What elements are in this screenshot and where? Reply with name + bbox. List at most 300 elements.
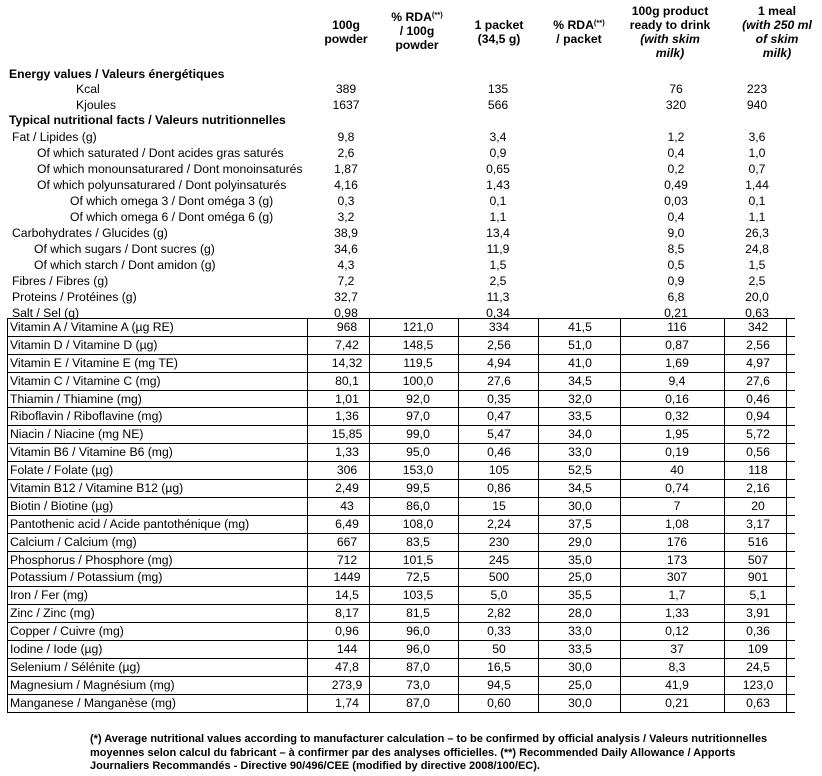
column-divider <box>538 480 539 497</box>
value-cell: 7,2 <box>337 274 355 288</box>
row-label: Vitamin B12 / Vitamine B12 (µg) <box>10 481 184 496</box>
column-divider <box>786 373 787 390</box>
column-divider <box>538 552 539 569</box>
column-divider <box>786 498 787 515</box>
value-cell: 307 <box>666 570 688 585</box>
column-divider <box>538 534 539 551</box>
value-cell: 94,5 <box>487 677 511 692</box>
column-divider <box>724 623 725 640</box>
header-100g-powder <box>316 18 376 46</box>
column-divider <box>724 391 725 408</box>
nutrition-row <box>0 145 799 161</box>
column-divider <box>307 569 308 586</box>
value-cell: 5,47 <box>487 427 511 442</box>
value-cell: 1,08 <box>665 516 689 531</box>
value-cell: 15 <box>492 498 506 513</box>
value-cell: 13,4 <box>486 226 510 240</box>
column-divider <box>369 552 370 569</box>
value-cell: 25,0 <box>568 570 592 585</box>
column-divider <box>538 426 539 443</box>
value-cell: 0,46 <box>487 445 511 460</box>
nutrition-row <box>0 209 799 225</box>
table-row <box>8 605 795 623</box>
row-label: Zinc / Zinc (mg) <box>10 606 95 621</box>
column-divider <box>538 569 539 586</box>
column-divider <box>786 552 787 569</box>
value-cell: 26,3 <box>745 226 769 240</box>
value-cell: 0,2 <box>667 162 685 176</box>
value-cell: 32,7 <box>334 290 358 304</box>
value-cell: 34,0 <box>568 427 592 442</box>
column-divider <box>458 516 459 533</box>
column-divider <box>724 355 725 372</box>
column-divider <box>307 462 308 479</box>
nutrition-row <box>0 129 799 145</box>
value-cell: 30,0 <box>568 498 592 513</box>
column-divider <box>620 444 621 461</box>
column-divider <box>458 444 459 461</box>
column-divider <box>538 623 539 640</box>
value-cell: 33,5 <box>568 409 592 424</box>
column-divider <box>307 319 308 336</box>
column-divider <box>307 605 308 622</box>
column-divider <box>724 641 725 658</box>
value-cell: 24,5 <box>746 659 770 674</box>
column-divider <box>458 355 459 372</box>
row-label: Of which polyunsaturared / Dont polyinsaturés <box>37 178 287 192</box>
value-cell: 96,0 <box>406 642 430 657</box>
vitamin-mineral-table <box>7 318 795 713</box>
value-cell: 14,32 <box>331 355 363 370</box>
value-cell: 0,35 <box>487 391 511 406</box>
value-cell: 2,49 <box>335 481 359 496</box>
row-label: Phosphorus / Phosphore (mg) <box>10 552 173 567</box>
value-cell: 1637 <box>332 98 360 112</box>
header-line: ready to drink <box>629 18 711 32</box>
value-cell: 0,86 <box>487 481 511 496</box>
value-cell: 81,5 <box>406 606 430 621</box>
row-label: Vitamin C / Vitamine C (mg) <box>10 373 161 388</box>
value-cell: 0,96 <box>335 624 359 639</box>
column-divider <box>538 391 539 408</box>
value-cell: 9,4 <box>668 373 686 388</box>
column-divider <box>786 319 787 336</box>
header-sup: (**) <box>431 10 443 19</box>
column-divider <box>307 659 308 676</box>
value-cell: 2,82 <box>487 606 511 621</box>
value-cell: 0,32 <box>665 409 689 424</box>
row-label: Of which omega 6 / Dont oméga 6 (g) <box>70 210 274 224</box>
column-divider <box>369 391 370 408</box>
table-row <box>8 659 795 677</box>
column-divider <box>620 408 621 425</box>
value-cell: 0,7 <box>748 162 766 176</box>
column-divider <box>786 677 787 694</box>
nutrition-row <box>0 289 799 305</box>
header-line: of skim <box>755 32 799 46</box>
column-divider <box>538 498 539 515</box>
row-label: Kcal <box>76 82 100 96</box>
column-divider <box>724 605 725 622</box>
column-divider <box>458 462 459 479</box>
header-line: / 100g <box>399 24 435 38</box>
value-cell: 73,0 <box>406 677 430 692</box>
column-divider <box>369 319 370 336</box>
value-cell: 87,0 <box>406 659 430 674</box>
value-cell: 41,5 <box>568 320 592 334</box>
value-cell: 1,5 <box>489 258 507 272</box>
header-line: 100g product <box>631 4 709 18</box>
value-cell: 27,6 <box>487 373 511 388</box>
column-divider <box>786 534 787 551</box>
column-divider <box>538 641 539 658</box>
column-divider <box>458 587 459 604</box>
value-cell: 47,8 <box>335 659 359 674</box>
row-label: Carbohydrates / Glucides (g) <box>12 226 168 240</box>
column-divider <box>307 623 308 640</box>
value-cell: 119,5 <box>403 355 433 370</box>
header-100g-ready <box>620 4 720 60</box>
value-cell: 20,0 <box>745 290 769 304</box>
value-cell: 109 <box>747 642 769 657</box>
value-cell: 0,5 <box>667 258 685 272</box>
column-divider <box>369 641 370 658</box>
column-divider <box>724 337 725 354</box>
header-line: 1 packet <box>474 18 524 32</box>
column-divider <box>307 444 308 461</box>
column-divider <box>724 677 725 694</box>
column-divider <box>458 534 459 551</box>
column-divider <box>307 408 308 425</box>
column-divider <box>724 695 725 712</box>
column-divider <box>369 444 370 461</box>
column-divider <box>369 337 370 354</box>
table-row <box>8 641 795 659</box>
value-cell: 8,3 <box>668 659 686 674</box>
row-label: Potassium / Potassium (mg) <box>10 570 163 585</box>
header-line: 100g <box>332 18 360 32</box>
value-cell: 83,5 <box>406 534 430 549</box>
table-row <box>8 695 795 713</box>
value-cell: 1,0 <box>748 146 766 160</box>
column-divider <box>307 516 308 533</box>
value-cell: 0,56 <box>746 445 770 460</box>
value-cell: 116 <box>667 320 687 334</box>
value-cell: 15,85 <box>331 427 363 442</box>
value-cell: 11,3 <box>486 290 510 304</box>
nutrition-row <box>0 193 799 209</box>
value-cell: 101,5 <box>402 552 434 567</box>
column-divider <box>307 587 308 604</box>
column-divider <box>458 552 459 569</box>
table-row <box>8 569 795 587</box>
value-cell: 0,16 <box>665 391 689 406</box>
row-label: Of which sugars / Dont sucres (g) <box>34 242 215 256</box>
column-divider <box>786 462 787 479</box>
value-cell: 80,1 <box>335 373 359 388</box>
column-divider <box>620 480 621 497</box>
value-cell: 25,0 <box>568 677 592 692</box>
column-divider <box>538 695 539 712</box>
row-label: Fibres / Fibres (g) <box>12 274 109 288</box>
energy-row <box>0 81 799 97</box>
column-divider <box>538 605 539 622</box>
column-divider <box>786 391 787 408</box>
row-label: Copper / Cuivre (mg) <box>10 624 124 639</box>
column-divider <box>458 498 459 515</box>
value-cell: 144 <box>336 642 358 657</box>
value-cell: 153,0 <box>402 463 434 478</box>
value-cell: 230 <box>488 534 510 549</box>
value-cell: 103,5 <box>402 588 434 603</box>
value-cell: 334 <box>488 320 510 334</box>
row-label: Vitamin E / Vitamine E (mg TE) <box>10 355 178 370</box>
value-cell: 306 <box>336 463 358 478</box>
column-divider <box>620 587 621 604</box>
value-cell: 0,49 <box>664 178 688 192</box>
nutrition-row <box>0 273 799 289</box>
row-label: Vitamin D / Vitamine D (µg) <box>10 337 158 352</box>
column-divider <box>307 641 308 658</box>
value-cell: 5,1 <box>749 588 767 603</box>
column-divider <box>620 426 621 443</box>
column-divider <box>538 677 539 694</box>
column-divider <box>369 569 370 586</box>
column-divider <box>620 659 621 676</box>
value-cell: 41,9 <box>665 677 689 692</box>
value-cell: 0,9 <box>489 146 507 160</box>
value-cell: 507 <box>747 552 769 567</box>
header-line: % RDA <box>391 10 432 24</box>
value-cell: 3,91 <box>746 606 770 621</box>
value-cell: 123,0 <box>742 677 774 692</box>
column-divider <box>369 659 370 676</box>
value-cell: 76 <box>669 82 683 96</box>
value-cell: 4,97 <box>746 355 770 370</box>
column-divider <box>369 355 370 372</box>
column-divider <box>458 623 459 640</box>
row-label: Proteins / Protéines (g) <box>12 290 137 304</box>
nutrition-row <box>0 225 799 241</box>
column-divider <box>786 587 787 604</box>
column-divider <box>724 516 725 533</box>
value-cell: 16,5 <box>487 659 511 674</box>
row-label: Selenium / Sélénite (µg) <box>10 659 141 674</box>
nutrition-section-title: Typical nutritional facts / Valeurs nutritionnelles <box>9 113 286 127</box>
value-cell: 2,5 <box>748 274 766 288</box>
value-cell: 8,17 <box>335 606 359 621</box>
row-label: Iron / Fer (mg) <box>10 588 88 603</box>
column-divider <box>307 355 308 372</box>
value-cell: 1449 <box>333 570 361 585</box>
column-divider <box>369 677 370 694</box>
column-divider <box>620 355 621 372</box>
row-label: Calcium / Calcium (mg) <box>10 534 137 549</box>
header-1-meal-inner <box>732 4 822 60</box>
value-cell: 0,19 <box>665 445 689 460</box>
column-divider <box>458 695 459 712</box>
value-cell: 1,36 <box>335 409 359 424</box>
value-cell: 100,0 <box>402 373 434 388</box>
column-divider <box>369 534 370 551</box>
column-divider <box>786 408 787 425</box>
column-divider <box>458 391 459 408</box>
value-cell: 2,5 <box>489 274 507 288</box>
table-row <box>8 677 795 695</box>
value-cell: 1,33 <box>665 606 689 621</box>
value-cell: 320 <box>665 98 687 112</box>
value-cell: 0,4 <box>667 146 685 160</box>
value-cell: 0,60 <box>487 695 511 710</box>
column-divider <box>786 516 787 533</box>
header-rda-100g <box>378 10 456 52</box>
value-cell: 24,8 <box>745 242 769 256</box>
value-cell: 342 <box>747 320 769 334</box>
column-divider <box>458 569 459 586</box>
value-cell: 901 <box>747 570 769 585</box>
column-divider <box>786 605 787 622</box>
row-label: Pantothenic acid / Acide pantothénique (mg) <box>10 516 250 531</box>
column-divider <box>307 695 308 712</box>
column-divider <box>786 659 787 676</box>
column-divider <box>786 695 787 712</box>
value-cell: 27,6 <box>746 373 770 388</box>
value-cell: 1,95 <box>665 427 689 442</box>
value-cell: 176 <box>666 534 688 549</box>
column-divider <box>458 605 459 622</box>
nutrition-row <box>0 177 799 193</box>
column-divider <box>369 605 370 622</box>
column-divider <box>307 391 308 408</box>
column-divider <box>307 677 308 694</box>
column-divider <box>620 516 621 533</box>
value-cell: 2,56 <box>487 337 511 352</box>
value-cell: 37,5 <box>568 516 592 531</box>
value-cell: 4,3 <box>337 258 355 272</box>
column-divider <box>724 498 725 515</box>
column-divider <box>538 337 539 354</box>
column-divider <box>724 569 725 586</box>
value-cell: 41,0 <box>568 355 592 370</box>
value-cell: 0,63 <box>745 306 769 320</box>
value-cell: 4,16 <box>334 178 358 192</box>
header-line: (with skim <box>640 32 700 46</box>
value-cell: 4,94 <box>487 355 511 370</box>
value-cell: 34,5 <box>568 373 592 388</box>
column-divider <box>620 462 621 479</box>
value-cell: 9,0 <box>667 226 685 240</box>
row-label: Vitamin A / Vitamine A (µg RE) <box>10 320 174 334</box>
footnote <box>90 733 796 774</box>
value-cell: 35,5 <box>568 588 592 603</box>
value-cell: 3,6 <box>748 130 766 144</box>
value-cell: 108,0 <box>402 516 434 531</box>
table-row <box>8 498 795 516</box>
value-cell: 1,69 <box>665 355 689 370</box>
value-cell: 92,0 <box>406 391 430 406</box>
value-cell: 245 <box>488 552 510 567</box>
column-divider <box>458 373 459 390</box>
row-label: Of which monounsaturared / Dont monoinsaturés <box>37 162 303 176</box>
header-sup: (**) <box>593 18 605 27</box>
value-cell: 5,72 <box>746 427 770 442</box>
row-label: Niacin / Niacine (mg NE) <box>10 427 144 442</box>
table-row <box>8 373 795 391</box>
column-divider <box>786 355 787 372</box>
value-cell: 50 <box>492 642 506 657</box>
column-divider <box>307 498 308 515</box>
table-row <box>8 319 795 337</box>
column-divider <box>538 408 539 425</box>
value-cell: 1,33 <box>335 445 359 460</box>
column-divider <box>786 444 787 461</box>
value-cell: 1,43 <box>486 178 510 192</box>
table-row <box>8 623 795 641</box>
column-divider <box>620 391 621 408</box>
value-cell: 0,9 <box>667 274 685 288</box>
column-divider <box>786 337 787 354</box>
value-cell: 1,1 <box>748 210 766 224</box>
column-divider <box>538 659 539 676</box>
column-divider <box>620 695 621 712</box>
header-line: % RDA <box>553 18 594 32</box>
value-cell: 8,5 <box>667 242 685 256</box>
table-row <box>8 552 795 570</box>
value-cell: 35,0 <box>568 552 592 567</box>
value-cell: 95,0 <box>406 445 430 460</box>
value-cell: 389 <box>335 82 357 96</box>
row-label: Vitamin B6 / Vitamine B6 (mg) <box>10 445 173 460</box>
value-cell: 0,1 <box>748 194 766 208</box>
value-cell: 2,6 <box>337 146 355 160</box>
value-cell: 273,9 <box>331 677 363 692</box>
column-divider <box>724 480 725 497</box>
column-divider <box>620 498 621 515</box>
value-cell: 6,8 <box>667 290 685 304</box>
value-cell: 9,8 <box>337 130 355 144</box>
value-cell: 33,5 <box>568 642 592 657</box>
nutrition-row <box>0 257 799 273</box>
column-divider <box>369 426 370 443</box>
value-cell: 7 <box>673 498 681 513</box>
value-cell: 29,0 <box>568 534 592 549</box>
energy-row <box>0 97 799 113</box>
value-cell: 40 <box>670 463 684 478</box>
table-row <box>8 426 795 444</box>
value-cell: 0,65 <box>486 162 510 176</box>
value-cell: 34,6 <box>334 242 358 256</box>
header-line: milk) <box>762 46 792 60</box>
value-cell: 2,24 <box>487 516 511 531</box>
value-cell: 1,87 <box>334 162 358 176</box>
row-label: Riboflavin / Riboflavine (mg) <box>10 409 163 424</box>
table-row <box>8 462 795 480</box>
header-line: powder <box>324 32 368 46</box>
value-cell: 99,5 <box>406 481 430 496</box>
header-1-meal <box>732 4 812 60</box>
row-label: Iodine / Iode (µg) <box>10 642 103 657</box>
column-divider <box>620 552 621 569</box>
column-divider <box>458 337 459 354</box>
column-divider <box>538 319 539 336</box>
value-cell: 99,0 <box>406 427 430 442</box>
row-label: Of which omega 3 / Dont oméga 3 (g) <box>70 194 274 208</box>
header-line: (with 250 ml <box>742 18 812 32</box>
value-cell: 3,17 <box>746 516 770 531</box>
value-cell: 0,34 <box>486 306 510 320</box>
value-cell: 0,33 <box>487 624 511 639</box>
row-label: Fat / Lipides (g) <box>12 130 97 144</box>
